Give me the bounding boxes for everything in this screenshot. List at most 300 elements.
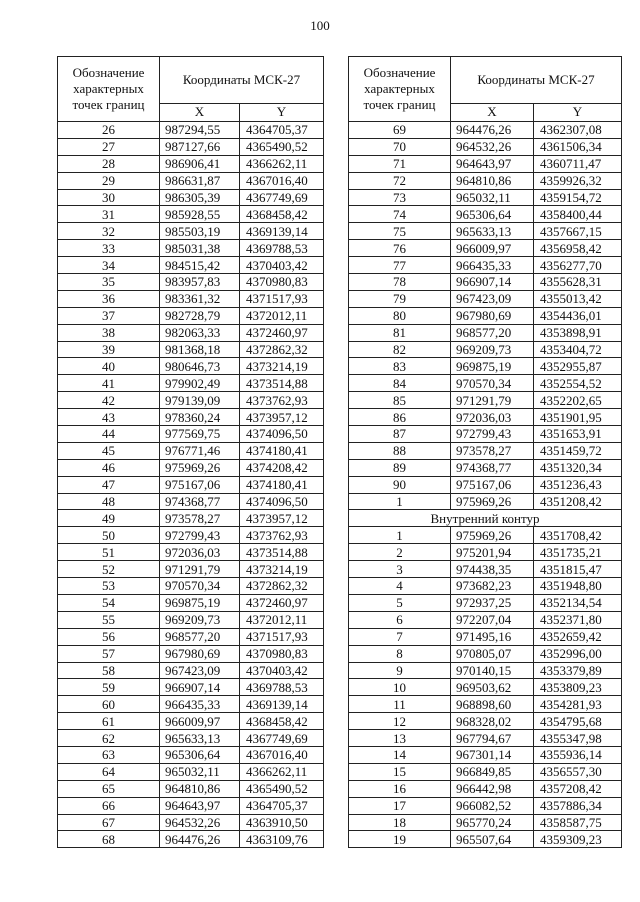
table-row <box>58 561 324 578</box>
point-number-cell: 44 <box>58 426 160 443</box>
point-number-cell: 31 <box>58 206 160 223</box>
x-coordinate-cell: 971291,79 <box>160 561 240 578</box>
point-number-cell: 15 <box>349 763 451 780</box>
y-coordinate-cell: 4374180,41 <box>240 442 324 459</box>
y-coordinate-cell: 4355347,98 <box>534 730 622 747</box>
table-row <box>58 594 324 611</box>
x-coordinate-cell: 986906,41 <box>160 155 240 172</box>
x-coordinate-cell: 966442,98 <box>451 780 534 797</box>
y-coordinate-cell: 4373762,93 <box>240 527 324 544</box>
table-row <box>58 138 324 155</box>
table-row <box>349 594 622 611</box>
y-coordinate-cell: 4357667,15 <box>534 223 622 240</box>
x-coordinate-cell: 966082,52 <box>451 797 534 814</box>
x-coordinate-cell: 975969,26 <box>451 493 534 510</box>
point-number-cell: 89 <box>349 459 451 476</box>
y-coordinate-cell: 4372862,32 <box>240 341 324 358</box>
y-coordinate-cell: 4354436,01 <box>534 307 622 324</box>
table-row <box>58 324 324 341</box>
x-coordinate-cell: 972799,43 <box>160 527 240 544</box>
x-coordinate-cell: 978360,24 <box>160 409 240 426</box>
table-row <box>58 730 324 747</box>
y-coordinate-cell: 4374180,41 <box>240 476 324 493</box>
x-coordinate-cell: 966435,33 <box>451 257 534 274</box>
y-coordinate-cell: 4373514,88 <box>240 544 324 561</box>
x-coordinate-cell: 969875,19 <box>451 358 534 375</box>
x-coordinate-cell: 975167,06 <box>451 476 534 493</box>
table-row <box>58 375 324 392</box>
point-number-cell: 85 <box>349 392 451 409</box>
point-number-cell: 62 <box>58 730 160 747</box>
x-coordinate-cell: 964532,26 <box>451 138 534 155</box>
table-row <box>349 544 622 561</box>
y-coordinate-cell: 4364705,37 <box>240 797 324 814</box>
y-coordinate-cell: 4370980,83 <box>240 645 324 662</box>
point-number-cell: 14 <box>349 746 451 763</box>
y-coordinate-cell: 4351320,34 <box>534 459 622 476</box>
table-row <box>349 628 622 645</box>
x-coordinate-cell: 974368,77 <box>451 459 534 476</box>
point-number-cell: 77 <box>349 257 451 274</box>
table-row <box>349 240 622 257</box>
x-coordinate-cell: 972937,25 <box>451 594 534 611</box>
point-number-cell: 75 <box>349 223 451 240</box>
y-coordinate-cell: 4365490,52 <box>240 780 324 797</box>
x-coordinate-cell: 965770,24 <box>451 814 534 831</box>
x-coordinate-cell: 969503,62 <box>451 679 534 696</box>
y-coordinate-cell: 4352554,52 <box>534 375 622 392</box>
x-coordinate-cell: 977569,75 <box>160 426 240 443</box>
point-number-cell: 80 <box>349 307 451 324</box>
x-coordinate-cell: 966435,33 <box>160 696 240 713</box>
x-coordinate-cell: 979139,09 <box>160 392 240 409</box>
point-number-cell: 12 <box>349 713 451 730</box>
x-coordinate-cell: 985503,19 <box>160 223 240 240</box>
table-row <box>349 206 622 223</box>
y-coordinate-cell: 4356958,42 <box>534 240 622 257</box>
table-row <box>58 392 324 409</box>
table-row <box>58 510 324 527</box>
point-number-cell: 52 <box>58 561 160 578</box>
point-number-cell: 61 <box>58 713 160 730</box>
point-number-cell: 2 <box>349 544 451 561</box>
x-coordinate-cell: 969209,73 <box>160 611 240 628</box>
table-row <box>349 797 622 814</box>
x-coordinate-cell: 967794,67 <box>451 730 534 747</box>
table-row <box>349 763 622 780</box>
y-coordinate-cell: 4355936,14 <box>534 746 622 763</box>
x-coordinate-cell: 968328,02 <box>451 713 534 730</box>
x-header: X <box>451 104 534 122</box>
point-number-cell: 45 <box>58 442 160 459</box>
point-number-cell: 19 <box>349 831 451 848</box>
x-coordinate-cell: 965633,13 <box>451 223 534 240</box>
y-coordinate-cell: 4351459,72 <box>534 442 622 459</box>
y-coordinate-cell: 4351901,95 <box>534 409 622 426</box>
point-number-cell: 50 <box>58 527 160 544</box>
x-coordinate-cell: 983957,83 <box>160 274 240 291</box>
point-number-cell: 63 <box>58 746 160 763</box>
y-coordinate-cell: 4352371,80 <box>534 611 622 628</box>
table-row <box>349 290 622 307</box>
point-number-cell: 42 <box>58 392 160 409</box>
table-row <box>58 814 324 831</box>
point-number-cell: 67 <box>58 814 160 831</box>
point-number-cell: 43 <box>58 409 160 426</box>
point-number-cell: 11 <box>349 696 451 713</box>
table-row <box>58 409 324 426</box>
x-coordinate-cell: 967980,69 <box>451 307 534 324</box>
point-number-cell: 48 <box>58 493 160 510</box>
point-number-cell: 66 <box>58 797 160 814</box>
x-coordinate-cell: 969875,19 <box>160 594 240 611</box>
x-coordinate-cell: 967423,09 <box>160 662 240 679</box>
point-number-cell: 28 <box>58 155 160 172</box>
y-coordinate-cell: 4369788,53 <box>240 240 324 257</box>
coordinates-header: Координаты МСК-27 <box>160 57 324 104</box>
y-coordinate-cell: 4352659,42 <box>534 628 622 645</box>
coordinates-header: Координаты МСК-27 <box>451 57 622 104</box>
table-row <box>58 442 324 459</box>
y-coordinate-cell: 4373214,19 <box>240 561 324 578</box>
x-coordinate-cell: 967301,14 <box>451 746 534 763</box>
y-coordinate-cell: 4372012,11 <box>240 611 324 628</box>
y-coordinate-cell: 4351815,47 <box>534 561 622 578</box>
y-coordinate-cell: 4352134,54 <box>534 594 622 611</box>
point-number-cell: 34 <box>58 257 160 274</box>
coordinates-table-right <box>348 56 622 848</box>
table-row <box>58 341 324 358</box>
point-number-cell: 27 <box>58 138 160 155</box>
y-coordinate-cell: 4363910,50 <box>240 814 324 831</box>
y-coordinate-cell: 4367016,40 <box>240 172 324 189</box>
y-coordinate-cell: 4365490,52 <box>240 138 324 155</box>
table-row <box>58 831 324 848</box>
y-coordinate-cell: 4370403,42 <box>240 662 324 679</box>
x-coordinate-cell: 973578,27 <box>160 510 240 527</box>
x-coordinate-cell: 964532,26 <box>160 814 240 831</box>
x-coordinate-cell: 987127,66 <box>160 138 240 155</box>
table-row <box>349 375 622 392</box>
x-coordinate-cell: 986631,87 <box>160 172 240 189</box>
y-coordinate-cell: 4369788,53 <box>240 679 324 696</box>
table-row <box>349 172 622 189</box>
y-coordinate-cell: 4353809,23 <box>534 679 622 696</box>
table-row <box>58 459 324 476</box>
table-row <box>58 797 324 814</box>
table-row <box>349 409 622 426</box>
y-coordinate-cell: 4360711,47 <box>534 155 622 172</box>
y-coordinate-cell: 4359926,32 <box>534 172 622 189</box>
y-coordinate-cell: 4371517,93 <box>240 290 324 307</box>
y-coordinate-cell: 4361506,34 <box>534 138 622 155</box>
point-number-cell: 3 <box>349 561 451 578</box>
y-coordinate-cell: 4354281,93 <box>534 696 622 713</box>
point-number-cell: 5 <box>349 594 451 611</box>
table-row <box>58 628 324 645</box>
y-coordinate-cell: 4373957,12 <box>240 510 324 527</box>
point-number-cell: 84 <box>349 375 451 392</box>
point-number-cell: 30 <box>58 189 160 206</box>
point-number-cell: 29 <box>58 172 160 189</box>
table-row <box>58 122 324 139</box>
y-coordinate-cell: 4372460,97 <box>240 324 324 341</box>
x-coordinate-cell: 965032,11 <box>451 189 534 206</box>
y-coordinate-cell: 4368458,42 <box>240 206 324 223</box>
table-row <box>349 476 622 493</box>
x-coordinate-cell: 971291,79 <box>451 392 534 409</box>
y-coordinate-cell: 4357208,42 <box>534 780 622 797</box>
y-coordinate-cell: 4351653,91 <box>534 426 622 443</box>
table-row <box>349 138 622 155</box>
point-number-cell: 65 <box>58 780 160 797</box>
x-coordinate-cell: 972207,04 <box>451 611 534 628</box>
table-row <box>58 578 324 595</box>
designation-header: Обозначение характерных точек границ <box>349 57 451 122</box>
table-row <box>349 645 622 662</box>
x-coordinate-cell: 979902,49 <box>160 375 240 392</box>
point-number-cell: 76 <box>349 240 451 257</box>
x-coordinate-cell: 987294,55 <box>160 122 240 139</box>
point-number-cell: 13 <box>349 730 451 747</box>
x-coordinate-cell: 964476,26 <box>451 122 534 139</box>
x-coordinate-cell: 965507,64 <box>451 831 534 848</box>
x-coordinate-cell: 971495,16 <box>451 628 534 645</box>
right-table-body <box>349 122 622 848</box>
y-coordinate-cell: 4370403,42 <box>240 257 324 274</box>
y-coordinate-cell: 4374096,50 <box>240 493 324 510</box>
table-row <box>349 578 622 595</box>
y-coordinate-cell: 4366262,11 <box>240 155 324 172</box>
point-number-cell: 69 <box>349 122 451 139</box>
x-coordinate-cell: 982728,79 <box>160 307 240 324</box>
table-row <box>58 611 324 628</box>
point-number-cell: 9 <box>349 662 451 679</box>
x-coordinate-cell: 964643,97 <box>451 155 534 172</box>
point-number-cell: 38 <box>58 324 160 341</box>
y-coordinate-cell: 4359309,23 <box>534 831 622 848</box>
table-row <box>349 459 622 476</box>
table-row <box>349 746 622 763</box>
table-row <box>58 257 324 274</box>
y-coordinate-cell: 4358587,75 <box>534 814 622 831</box>
table-row <box>349 442 622 459</box>
y-coordinate-cell: 4351208,42 <box>534 493 622 510</box>
table-row <box>58 696 324 713</box>
point-number-cell: 26 <box>58 122 160 139</box>
table-row <box>58 645 324 662</box>
x-coordinate-cell: 964476,26 <box>160 831 240 848</box>
y-coordinate-cell: 4363109,76 <box>240 831 324 848</box>
point-number-cell: 39 <box>58 341 160 358</box>
y-coordinate-cell: 4351948,80 <box>534 578 622 595</box>
x-coordinate-cell: 964810,86 <box>451 172 534 189</box>
point-number-cell: 70 <box>349 138 451 155</box>
x-coordinate-cell: 976771,46 <box>160 442 240 459</box>
point-number-cell: 74 <box>349 206 451 223</box>
point-number-cell: 49 <box>58 510 160 527</box>
point-number-cell: 18 <box>349 814 451 831</box>
point-number-cell: 90 <box>349 476 451 493</box>
point-number-cell: 73 <box>349 189 451 206</box>
table-row <box>349 223 622 240</box>
x-coordinate-cell: 966849,85 <box>451 763 534 780</box>
point-number-cell: 40 <box>58 358 160 375</box>
y-coordinate-cell: 4373957,12 <box>240 409 324 426</box>
x-coordinate-cell: 974438,35 <box>451 561 534 578</box>
y-coordinate-cell: 4372460,97 <box>240 594 324 611</box>
x-coordinate-cell: 985928,55 <box>160 206 240 223</box>
y-header: Y <box>240 104 324 122</box>
table-row <box>58 223 324 240</box>
y-coordinate-cell: 4358400,44 <box>534 206 622 223</box>
table-row <box>58 713 324 730</box>
x-coordinate-cell: 966907,14 <box>451 274 534 291</box>
point-number-cell: 56 <box>58 628 160 645</box>
point-number-cell: 87 <box>349 426 451 443</box>
y-coordinate-cell: 4373514,88 <box>240 375 324 392</box>
table-row <box>349 155 622 172</box>
point-number-cell: 72 <box>349 172 451 189</box>
y-coordinate-cell: 4354795,68 <box>534 713 622 730</box>
table-row <box>349 392 622 409</box>
table-row <box>58 544 324 561</box>
y-coordinate-cell: 4372862,32 <box>240 578 324 595</box>
x-coordinate-cell: 968898,60 <box>451 696 534 713</box>
x-coordinate-cell: 966907,14 <box>160 679 240 696</box>
y-coordinate-cell: 4367016,40 <box>240 746 324 763</box>
table-row <box>349 696 622 713</box>
y-coordinate-cell: 4367749,69 <box>240 730 324 747</box>
x-coordinate-cell: 974368,77 <box>160 493 240 510</box>
point-number-cell: 81 <box>349 324 451 341</box>
x-coordinate-cell: 985031,38 <box>160 240 240 257</box>
table-row <box>58 662 324 679</box>
table-row <box>349 307 622 324</box>
point-number-cell: 58 <box>58 662 160 679</box>
y-coordinate-cell: 4370980,83 <box>240 274 324 291</box>
designation-header: Обозначение характерных точек границ <box>58 57 160 122</box>
x-coordinate-cell: 970805,07 <box>451 645 534 662</box>
x-coordinate-cell: 975167,06 <box>160 476 240 493</box>
x-coordinate-cell: 975201,94 <box>451 544 534 561</box>
point-number-cell: 6 <box>349 611 451 628</box>
table-row <box>58 493 324 510</box>
table-row <box>349 662 622 679</box>
y-coordinate-cell: 4367749,69 <box>240 189 324 206</box>
y-coordinate-cell: 4352202,65 <box>534 392 622 409</box>
y-header: Y <box>534 104 622 122</box>
x-coordinate-cell: 972036,03 <box>451 409 534 426</box>
x-coordinate-cell: 982063,33 <box>160 324 240 341</box>
page-number: 100 <box>310 18 330 33</box>
point-number-cell: 32 <box>58 223 160 240</box>
table-row <box>349 814 622 831</box>
point-number-cell: 37 <box>58 307 160 324</box>
table-row <box>349 527 622 544</box>
point-number-cell: 1 <box>349 527 451 544</box>
point-number-cell: 86 <box>349 409 451 426</box>
table-row <box>349 274 622 291</box>
point-number-cell: 55 <box>58 611 160 628</box>
x-coordinate-cell: 975969,26 <box>451 527 534 544</box>
x-coordinate-cell: 972799,43 <box>451 426 534 443</box>
y-coordinate-cell: 4371517,93 <box>240 628 324 645</box>
table-row <box>349 679 622 696</box>
point-number-cell: 71 <box>349 155 451 172</box>
x-coordinate-cell: 968577,20 <box>160 628 240 645</box>
x-coordinate-cell: 986305,39 <box>160 189 240 206</box>
table-row <box>58 240 324 257</box>
y-coordinate-cell: 4374096,50 <box>240 426 324 443</box>
x-coordinate-cell: 967980,69 <box>160 645 240 662</box>
x-coordinate-cell: 970570,34 <box>451 375 534 392</box>
point-number-cell: 10 <box>349 679 451 696</box>
point-number-cell: 51 <box>58 544 160 561</box>
table-row <box>58 763 324 780</box>
x-coordinate-cell: 981368,18 <box>160 341 240 358</box>
table-row <box>58 358 324 375</box>
point-number-cell: 88 <box>349 442 451 459</box>
y-coordinate-cell: 4353898,91 <box>534 324 622 341</box>
x-coordinate-cell: 965032,11 <box>160 763 240 780</box>
y-coordinate-cell: 4364705,37 <box>240 122 324 139</box>
point-number-cell: 54 <box>58 594 160 611</box>
y-coordinate-cell: 4355013,42 <box>534 290 622 307</box>
point-number-cell: 36 <box>58 290 160 307</box>
table-row <box>349 493 622 510</box>
point-number-cell: 60 <box>58 696 160 713</box>
table-row <box>58 172 324 189</box>
table-row <box>58 290 324 307</box>
table-row <box>349 780 622 797</box>
table-row <box>58 476 324 493</box>
y-coordinate-cell: 4351236,43 <box>534 476 622 493</box>
y-coordinate-cell: 4362307,08 <box>534 122 622 139</box>
table-row <box>58 679 324 696</box>
x-coordinate-cell: 966009,97 <box>160 713 240 730</box>
y-coordinate-cell: 4352955,87 <box>534 358 622 375</box>
point-number-cell: 46 <box>58 459 160 476</box>
table-row <box>58 426 324 443</box>
y-coordinate-cell: 4356557,30 <box>534 763 622 780</box>
y-coordinate-cell: 4353379,89 <box>534 662 622 679</box>
table-row <box>349 189 622 206</box>
point-number-cell: 8 <box>349 645 451 662</box>
x-coordinate-cell: 970570,34 <box>160 578 240 595</box>
y-coordinate-cell: 4357886,34 <box>534 797 622 814</box>
table-row <box>349 324 622 341</box>
x-coordinate-cell: 966009,97 <box>451 240 534 257</box>
table-row <box>58 527 324 544</box>
x-coordinate-cell: 968577,20 <box>451 324 534 341</box>
y-coordinate-cell: 4359154,72 <box>534 189 622 206</box>
point-number-cell: 35 <box>58 274 160 291</box>
y-coordinate-cell: 4369139,14 <box>240 696 324 713</box>
point-number-cell: 68 <box>58 831 160 848</box>
point-number-cell: 82 <box>349 341 451 358</box>
y-coordinate-cell: 4369139,14 <box>240 223 324 240</box>
point-number-cell: 33 <box>58 240 160 257</box>
x-coordinate-cell: 965306,64 <box>160 746 240 763</box>
x-coordinate-cell: 965633,13 <box>160 730 240 747</box>
point-number-cell: 83 <box>349 358 451 375</box>
table-row <box>58 189 324 206</box>
table-row <box>58 206 324 223</box>
point-number-cell: 41 <box>58 375 160 392</box>
point-number-cell: 64 <box>58 763 160 780</box>
table-row <box>58 155 324 172</box>
